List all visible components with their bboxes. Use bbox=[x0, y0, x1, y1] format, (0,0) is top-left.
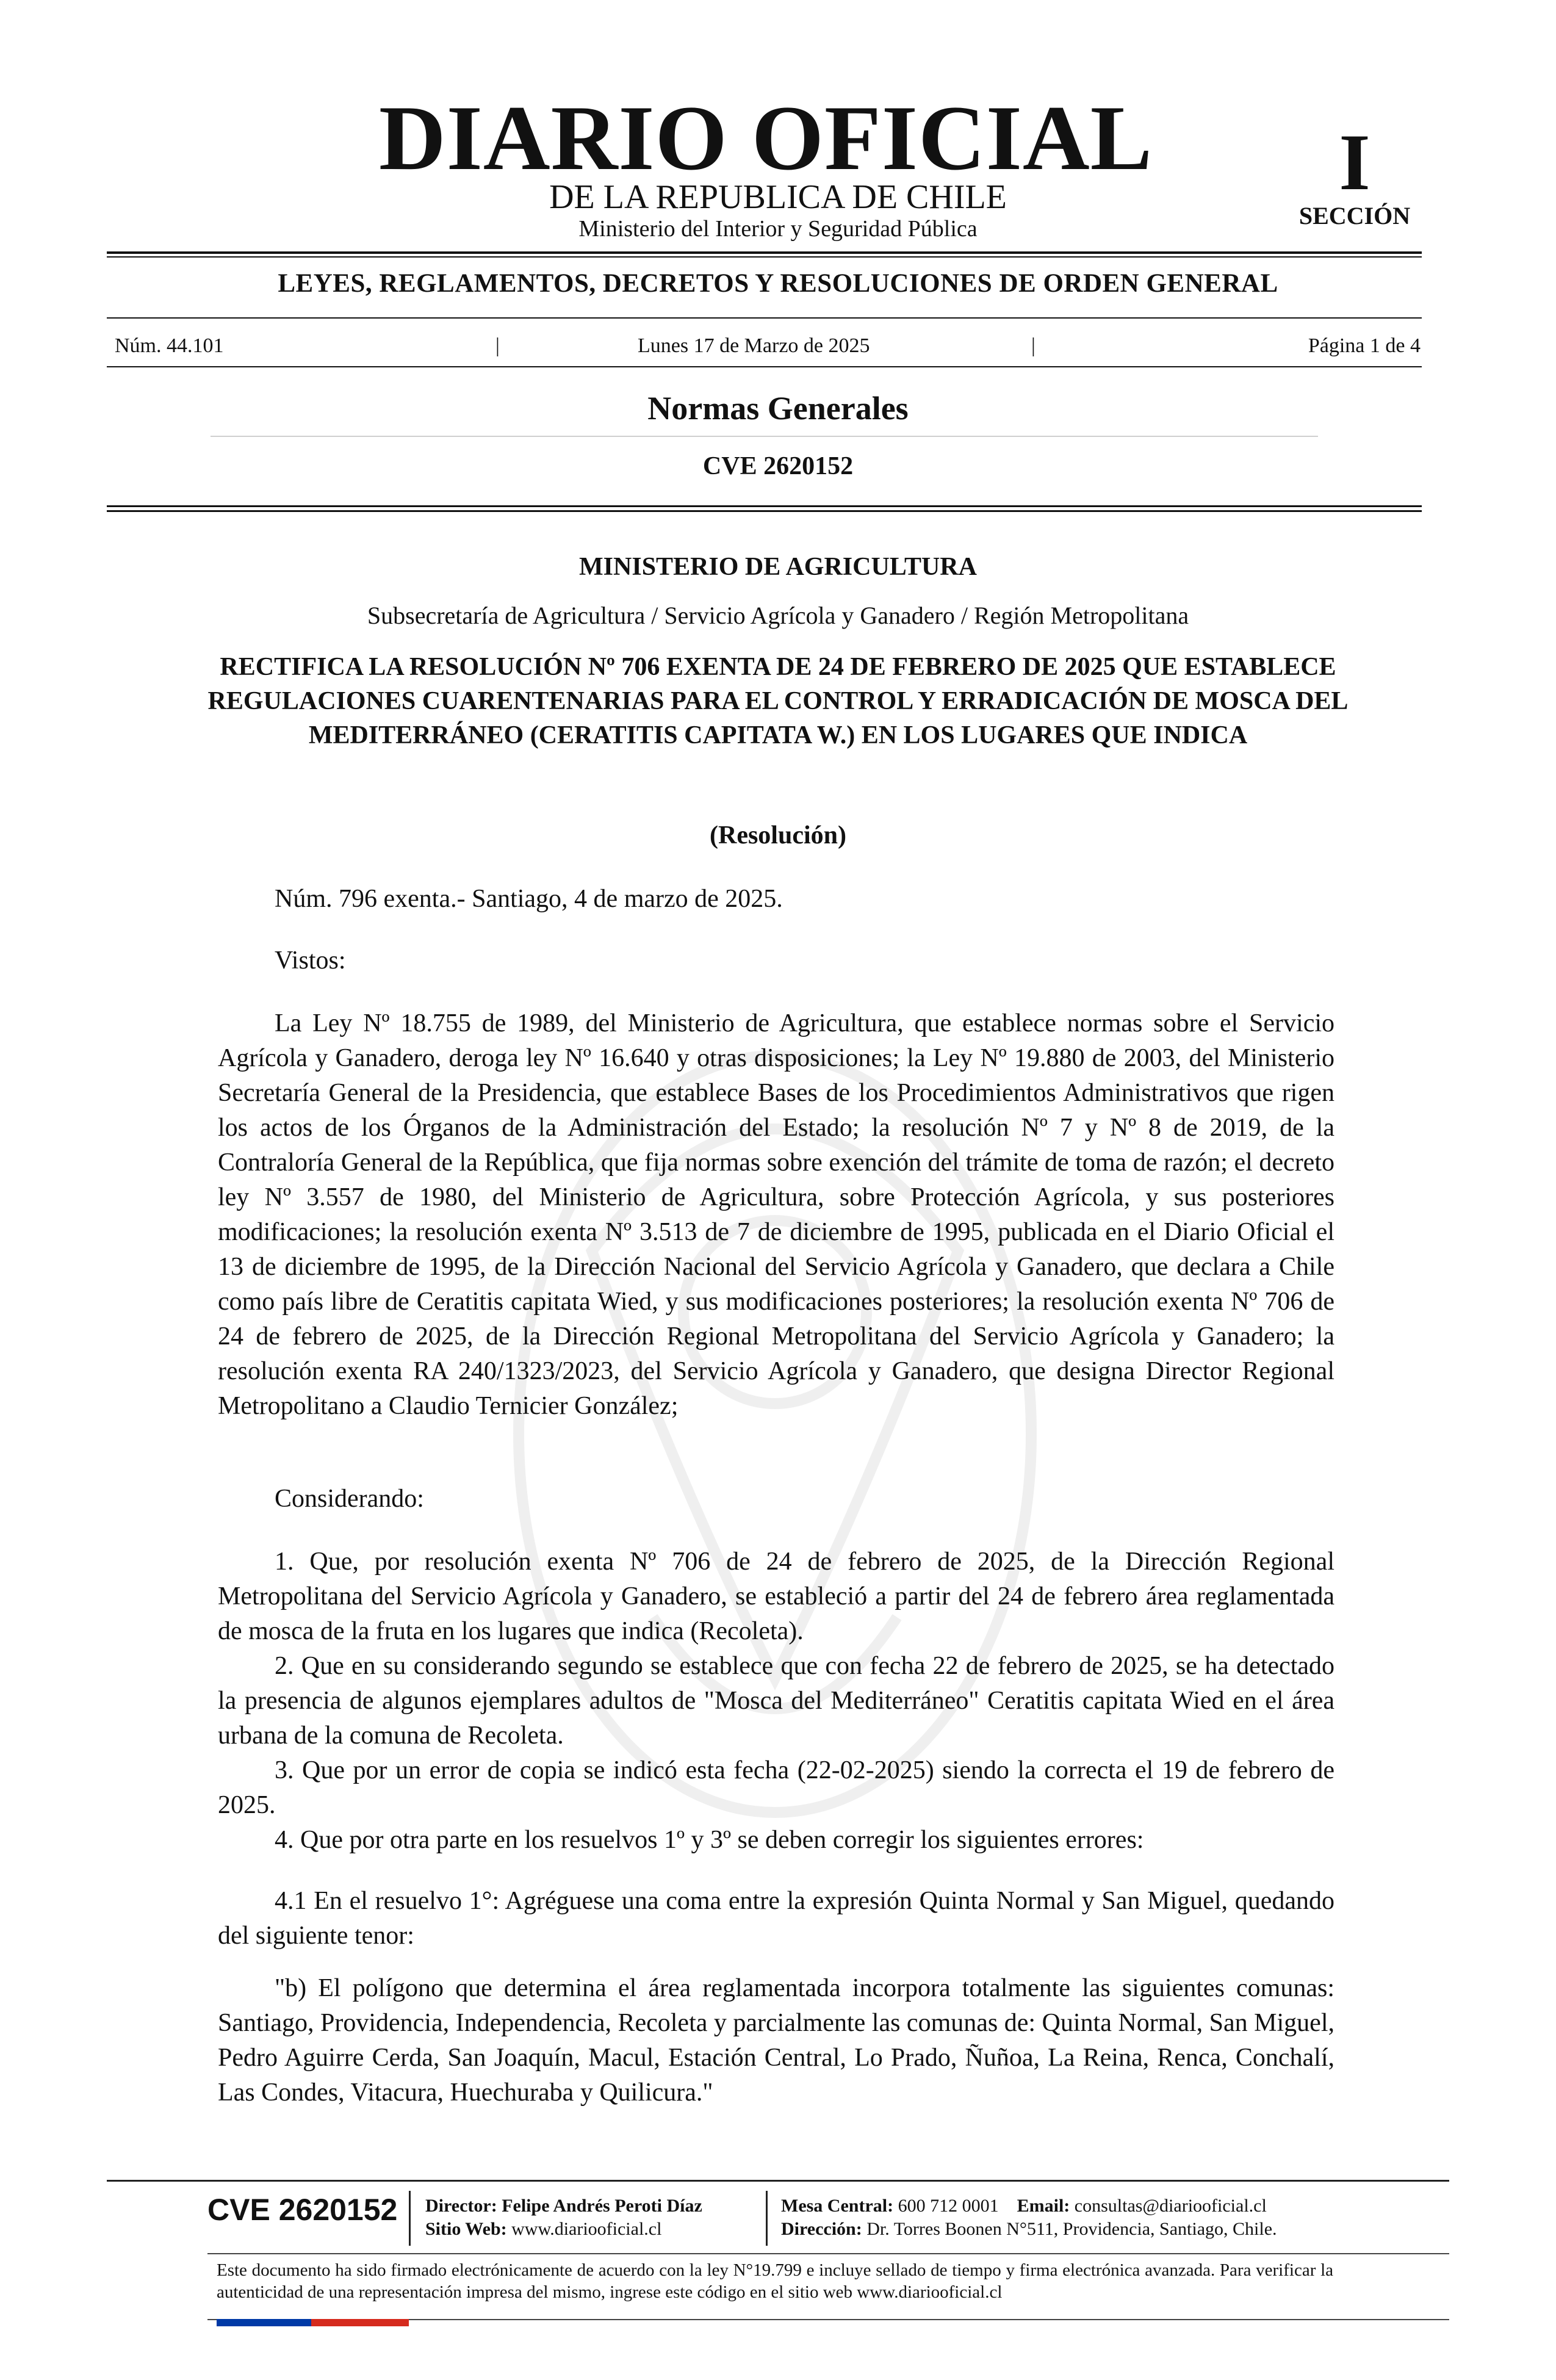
resolution-title: RECTIFICA LA RESOLUCIÓN Nº 706 EXENTA DE 24 DE FEBRERO DE 2025 QUE ESTABLECE REGULACIONES CUARENTENARIAS PARA EL CONTROL Y ERRADICACIÓN DE MOSCA DEL MEDITERRÁNEO (CERATITIS CAPITATA W.) EN LOS LUGARES QUE INDICA bbox=[207, 653, 1349, 749]
considerando-3: 3. Que por un error de copia se indicó esta fecha (22-02-2025) siendo la correcta el 19 de febrero de 2025. bbox=[218, 1756, 1334, 1819]
footer-divider bbox=[207, 2253, 1449, 2254]
footer-contact: Mesa Central: 600 712 0001 Email: consultas@diariooficial.cl bbox=[781, 2196, 1267, 2216]
flag-stripe-red bbox=[311, 2319, 409, 2326]
website-link[interactable]: www.diariooficial.cl bbox=[511, 2219, 662, 2239]
ministry-line: Ministerio del Interior y Seguridad Pública bbox=[578, 216, 978, 242]
header-rule-thick bbox=[107, 251, 1422, 254]
document-ministry: MINISTERIO DE AGRICULTURA bbox=[579, 553, 977, 581]
section-title: Normas Generales bbox=[647, 390, 909, 427]
footer-cve: CVE 2620152 bbox=[207, 2193, 398, 2227]
quoted-text: "b) El polígono que determina el área reglamentada incorpora totalmente las siguientes comunas: Santiago, Providencia, Independencia, Recoleta y parcialmente las comunas de: Quinta Normal, San Miguel, Pedro Aguirre Cerda, San Joaquín, Macul, Estación Central, Lo Prado, Ñuñoa, La Reina, Renca, Conchalí, Las Condes, Vitacura, Huechuraba y Quilicura." bbox=[218, 1974, 1334, 2107]
footer-address: Dirección: Dr. Torres Boonen N°511, Providencia, Santiago, Chile. bbox=[781, 2219, 1277, 2239]
considerando-label: Considerando: bbox=[275, 1485, 424, 1513]
cve-rule-1 bbox=[107, 505, 1422, 507]
footer-legal-notice: Este documento ha sido firmado electrónicamente de acuerdo con la ley N°19.799 e incluye sellado de tiempo y firma electrónica avanzada. Para verificar la autenticidad de una representación impresa del mismo, ingrese este código en el sitio web www.diariooficial.cl bbox=[217, 2260, 1333, 2302]
meta-rule bbox=[107, 366, 1422, 367]
footer-rule bbox=[107, 2180, 1449, 2182]
considerando-4: 4. Que por otra parte en los resuelvos 1º y 3º se deben corregir los siguientes errores: bbox=[275, 1826, 1144, 1854]
cve-rule-2 bbox=[107, 510, 1422, 512]
newspaper-subtitle: DE LA REPUBLICA DE CHILE bbox=[549, 178, 1007, 216]
flag-stripe-blue bbox=[217, 2319, 311, 2326]
vistos-paragraph: La Ley Nº 18.755 de 1989, del Ministerio de Agricultura, que establece normas sobre el Servicio Agrícola y Ganadero, deroga ley Nº 16.640 y otras disposiciones; la Ley Nº 19.880 de 2003, del Ministerio Secretaría General de la Presidencia, que establece Bases de los Procedimientos Administrativos que rigen los actos de los Órganos de la Administración del Estado; la resolución Nº 7 y Nº 8 de 2019, de la Contraloría General de la República, que fija normas sobre exención del trámite de toma de razón; el decreto ley Nº 3.557 de 1980, del Ministerio de Agricultura, sobre Protección Agrícola, y sus posteriores modificaciones; la resolución exenta Nº 3.513 de 7 de diciembre de 1995, publicada en el Diario Oficial el 13 de diciembre de 1995, de la Dirección Nacional del Servicio Agrícola y Ganadero, que declara a Chile como país libre de Ceratitis capitata Wied, y sus modificaciones posteriores; la resolución exenta Nº 706 de 24 de febrero de 2025, de la Dirección Regional Metropolitana del Servicio Agrícola y Ganadero; la resolución exenta RA 240/1323/2023, del Servicio Agrícola y Ganadero, que designa Director Regional Metropolitano a Claudio Ternicier González; bbox=[218, 1009, 1334, 1420]
issue-number: Núm. 44.101 bbox=[115, 334, 224, 357]
footer-separator bbox=[409, 2191, 411, 2246]
footer-website: Sitio Web: www.diariooficial.cl bbox=[425, 2219, 662, 2239]
section-divider bbox=[211, 436, 1318, 437]
vistos-label: Vistos: bbox=[275, 947, 346, 975]
category-rule bbox=[107, 317, 1422, 319]
header-rule-thin bbox=[107, 256, 1422, 258]
considerando-4-1: 4.1 En el resuelvo 1°: Agréguese una coma entre la expresión Quinta Normal y San Miguel, quedando del siguiente tenor: bbox=[218, 1887, 1334, 1950]
category-heading: LEYES, REGLAMENTOS, DECRETOS Y RESOLUCIONES DE ORDEN GENERAL bbox=[278, 269, 1278, 298]
footer-director: Director: Felipe Andrés Peroti Díaz bbox=[425, 2196, 702, 2216]
considerando-2: 2. Que en su considerando segundo se establece que con fecha 22 de febrero de 2025, se ha detectado la presencia de algunos ejemplares adultos de "Mosca del Mediterráneo" Ceratitis capitata Wied en el área urbana de la comuna de Recoleta. bbox=[218, 1652, 1334, 1750]
issue-date: Lunes 17 de Marzo de 2025 bbox=[638, 334, 870, 357]
meta-separator: | bbox=[1031, 334, 1036, 357]
section-number: I bbox=[1339, 117, 1371, 207]
document-subsecretaria: Subsecretaría de Agricultura / Servicio Agrícola y Ganadero / Región Metropolitana bbox=[367, 602, 1189, 629]
email-link[interactable]: consultas@diariooficial.cl bbox=[1074, 2196, 1267, 2216]
newspaper-title: DIARIO OFICIAL bbox=[378, 87, 1153, 189]
meta-separator: | bbox=[495, 334, 500, 357]
considerando-1: 1. Que, por resolución exenta Nº 706 de 24 de febrero de 2025, de la Dirección Regional Metropolitana del Servicio Agrícola y Ganadero, se estableció a partir del 24 de febrero área reglamentada de mosca de la fruta en los lugares que indica (Recoleta). bbox=[218, 1548, 1334, 1645]
resolution-type: (Resolución) bbox=[710, 821, 846, 849]
footer-separator bbox=[766, 2191, 768, 2246]
section-label: SECCIÓN bbox=[1298, 202, 1411, 229]
resolution-number-line: Núm. 796 exenta.- Santiago, 4 de marzo de 2025. bbox=[275, 885, 783, 913]
cve-code: CVE 2620152 bbox=[702, 452, 854, 480]
page-indicator: Página 1 de 4 bbox=[1308, 334, 1421, 357]
